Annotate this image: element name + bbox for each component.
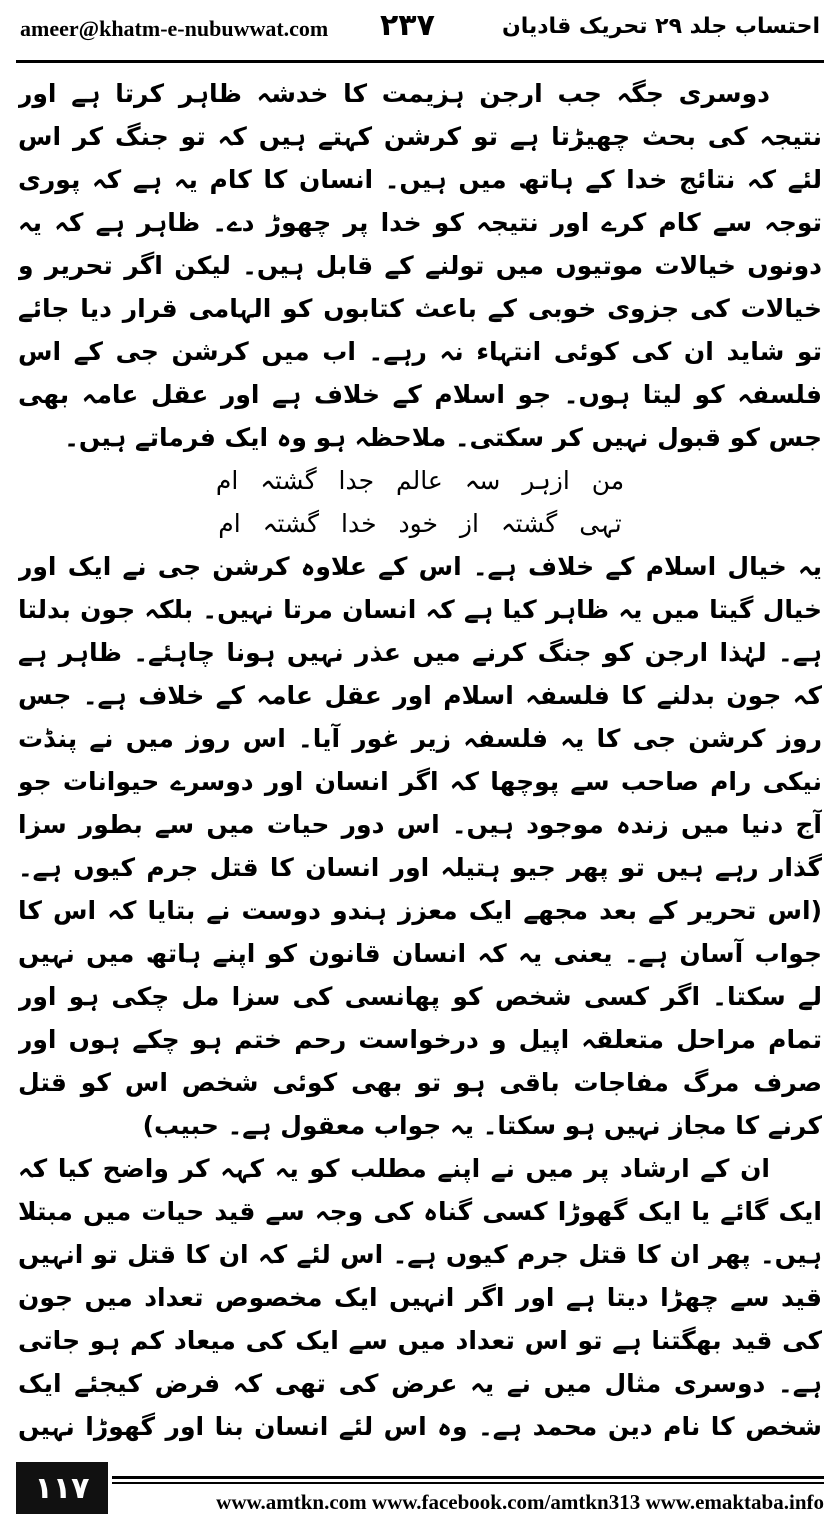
page-footer xyxy=(16,1462,824,1534)
verse-line-2: تہی گشتہ از خود خدا گشتہ ام xyxy=(218,509,622,538)
footer-divider-top xyxy=(112,1476,824,1479)
header-email: ameer@khatm-e-nubuwwat.com xyxy=(20,16,329,41)
header-title: احتساب جلد ۲۹ تحریک قادیان xyxy=(501,14,820,39)
paragraph-1: دوسری جگہ جب ارجن ہزیمت کا خدشہ ظاہر کرتا ہے اور نتیجہ کی بحث چھیڑتا ہے تو کرشن کہتے ہیں کہ تو جنگ کر اس لئے کہ نتائج خدا کے ہاتھ میں ہیں۔ انسان کا کام یہ ہے کہ پوری توجہ سے کام کرے اور نتیجہ کو خدا پر چھوڑ دے۔ ظاہر ہے کہ یہ دونوں خیالات موتیوں میں تولنے کے قابل ہیں۔ لیکن اگر تحریر و خیالات کی جزوی خوبی کے باعث کتابوں کو الہامی قرار دیا جائے تو شاید ان کی کوئی انتہاء نہ رہے۔ اب میں کرشن جی کے اس فلسفہ کو لیتا ہوں۔ جو اسلام کے خلاف ہے اور عقل عامہ بھی جس کو قبول نہیں کر سکتی۔ ملاحظہ ہو وہ ایک فرماتے ہیں۔ xyxy=(18,79,822,452)
footer-divider-bottom xyxy=(112,1482,824,1484)
paragraph-2: یہ خیال اسلام کے خلاف ہے۔ اس کے علاوہ کرشن جی نے ایک اور خیال گیتا میں یہ ظاہر کیا ہے کہ انسان مرتا نہیں۔ بلکہ جون بدلتا ہے۔ لہٰذا ارجن کو جنگ کرنے میں عذر نہیں ہونا چاہئے۔ ظاہر ہے کہ جون بدلنے کا فلسفہ اسلام اور عقل عامہ کے خلاف ہے۔ جس روز کرشن جی کا یہ فلسفہ زیر غور آیا۔ اس روز میں نے پنڈت نیکی رام صاحب سے پوچھا کہ اگر انسان اور دوسرے حیوانات جو آج دنیا میں زندہ موجود ہیں۔ اس دور حیات میں سے بطور سزا گذار رہے ہیں تو پھر جیو ہتیلہ اور انسان کا قتل جرم کیوں ہے۔ (اس تحریر کے بعد مجھے ایک معزز ہندو دوست نے بتایا کہ اس کا جواب آسان ہے۔ یعنی یہ کہ انسان قانون کو اپنے ہاتھ میں نہیں لے سکتا۔ اگر کسی شخص کو پھانسی کی سزا مل چکی ہو اور تمام مراحل متعلقہ اپیل و درخواست رحم ختم ہو چکے ہوں اور صرف مرگ مفاجات باقی ہو تو بھی کوئی شخص اس کو قتل کرنے کا مجاز نہیں ہو سکتا۔ یہ جواب معقول ہے۔ حبیب) xyxy=(18,552,822,1140)
header-divider xyxy=(16,60,824,63)
page-header xyxy=(20,8,820,58)
page-body xyxy=(18,72,822,1452)
paragraph-3: ان کے ارشاد پر میں نے اپنے مطلب کو یہ کہہ کر واضح کیا کہ ایک گائے یا ایک گھوڑا کسی گناہ کی وجہ سے قید حیات میں مبتلا ہیں۔ پھر ان کا قتل جرم کیوں ہے۔ اس لئے کہ ان کا قتل تو انہیں قید سے چھڑا دیتا ہے اور اگر انہیں ایک مخصوص تعداد میں جون کی قید بھگتنا ہے تو اس تعداد میں سے ایک کی میعاد کم ہو جاتی ہے۔ دوسری مثال میں نے یہ عرض کی تھی کہ فرض کیجئے ایک شخص کا نام دین محمد ہے۔ وہ اس لئے انسان بنا اور گھوڑا نہیں xyxy=(18,1154,822,1441)
footer-links: www.amtkn.com www.facebook.com/amtkn313 www.emaktaba.info xyxy=(216,1490,824,1514)
header-page-number: ۲۳۷ xyxy=(380,8,435,43)
footer-page-number: ۱۱۷ xyxy=(16,1462,108,1514)
verse-line-1: من ازہر سہ عالم جدا گشتہ ام xyxy=(215,466,625,495)
